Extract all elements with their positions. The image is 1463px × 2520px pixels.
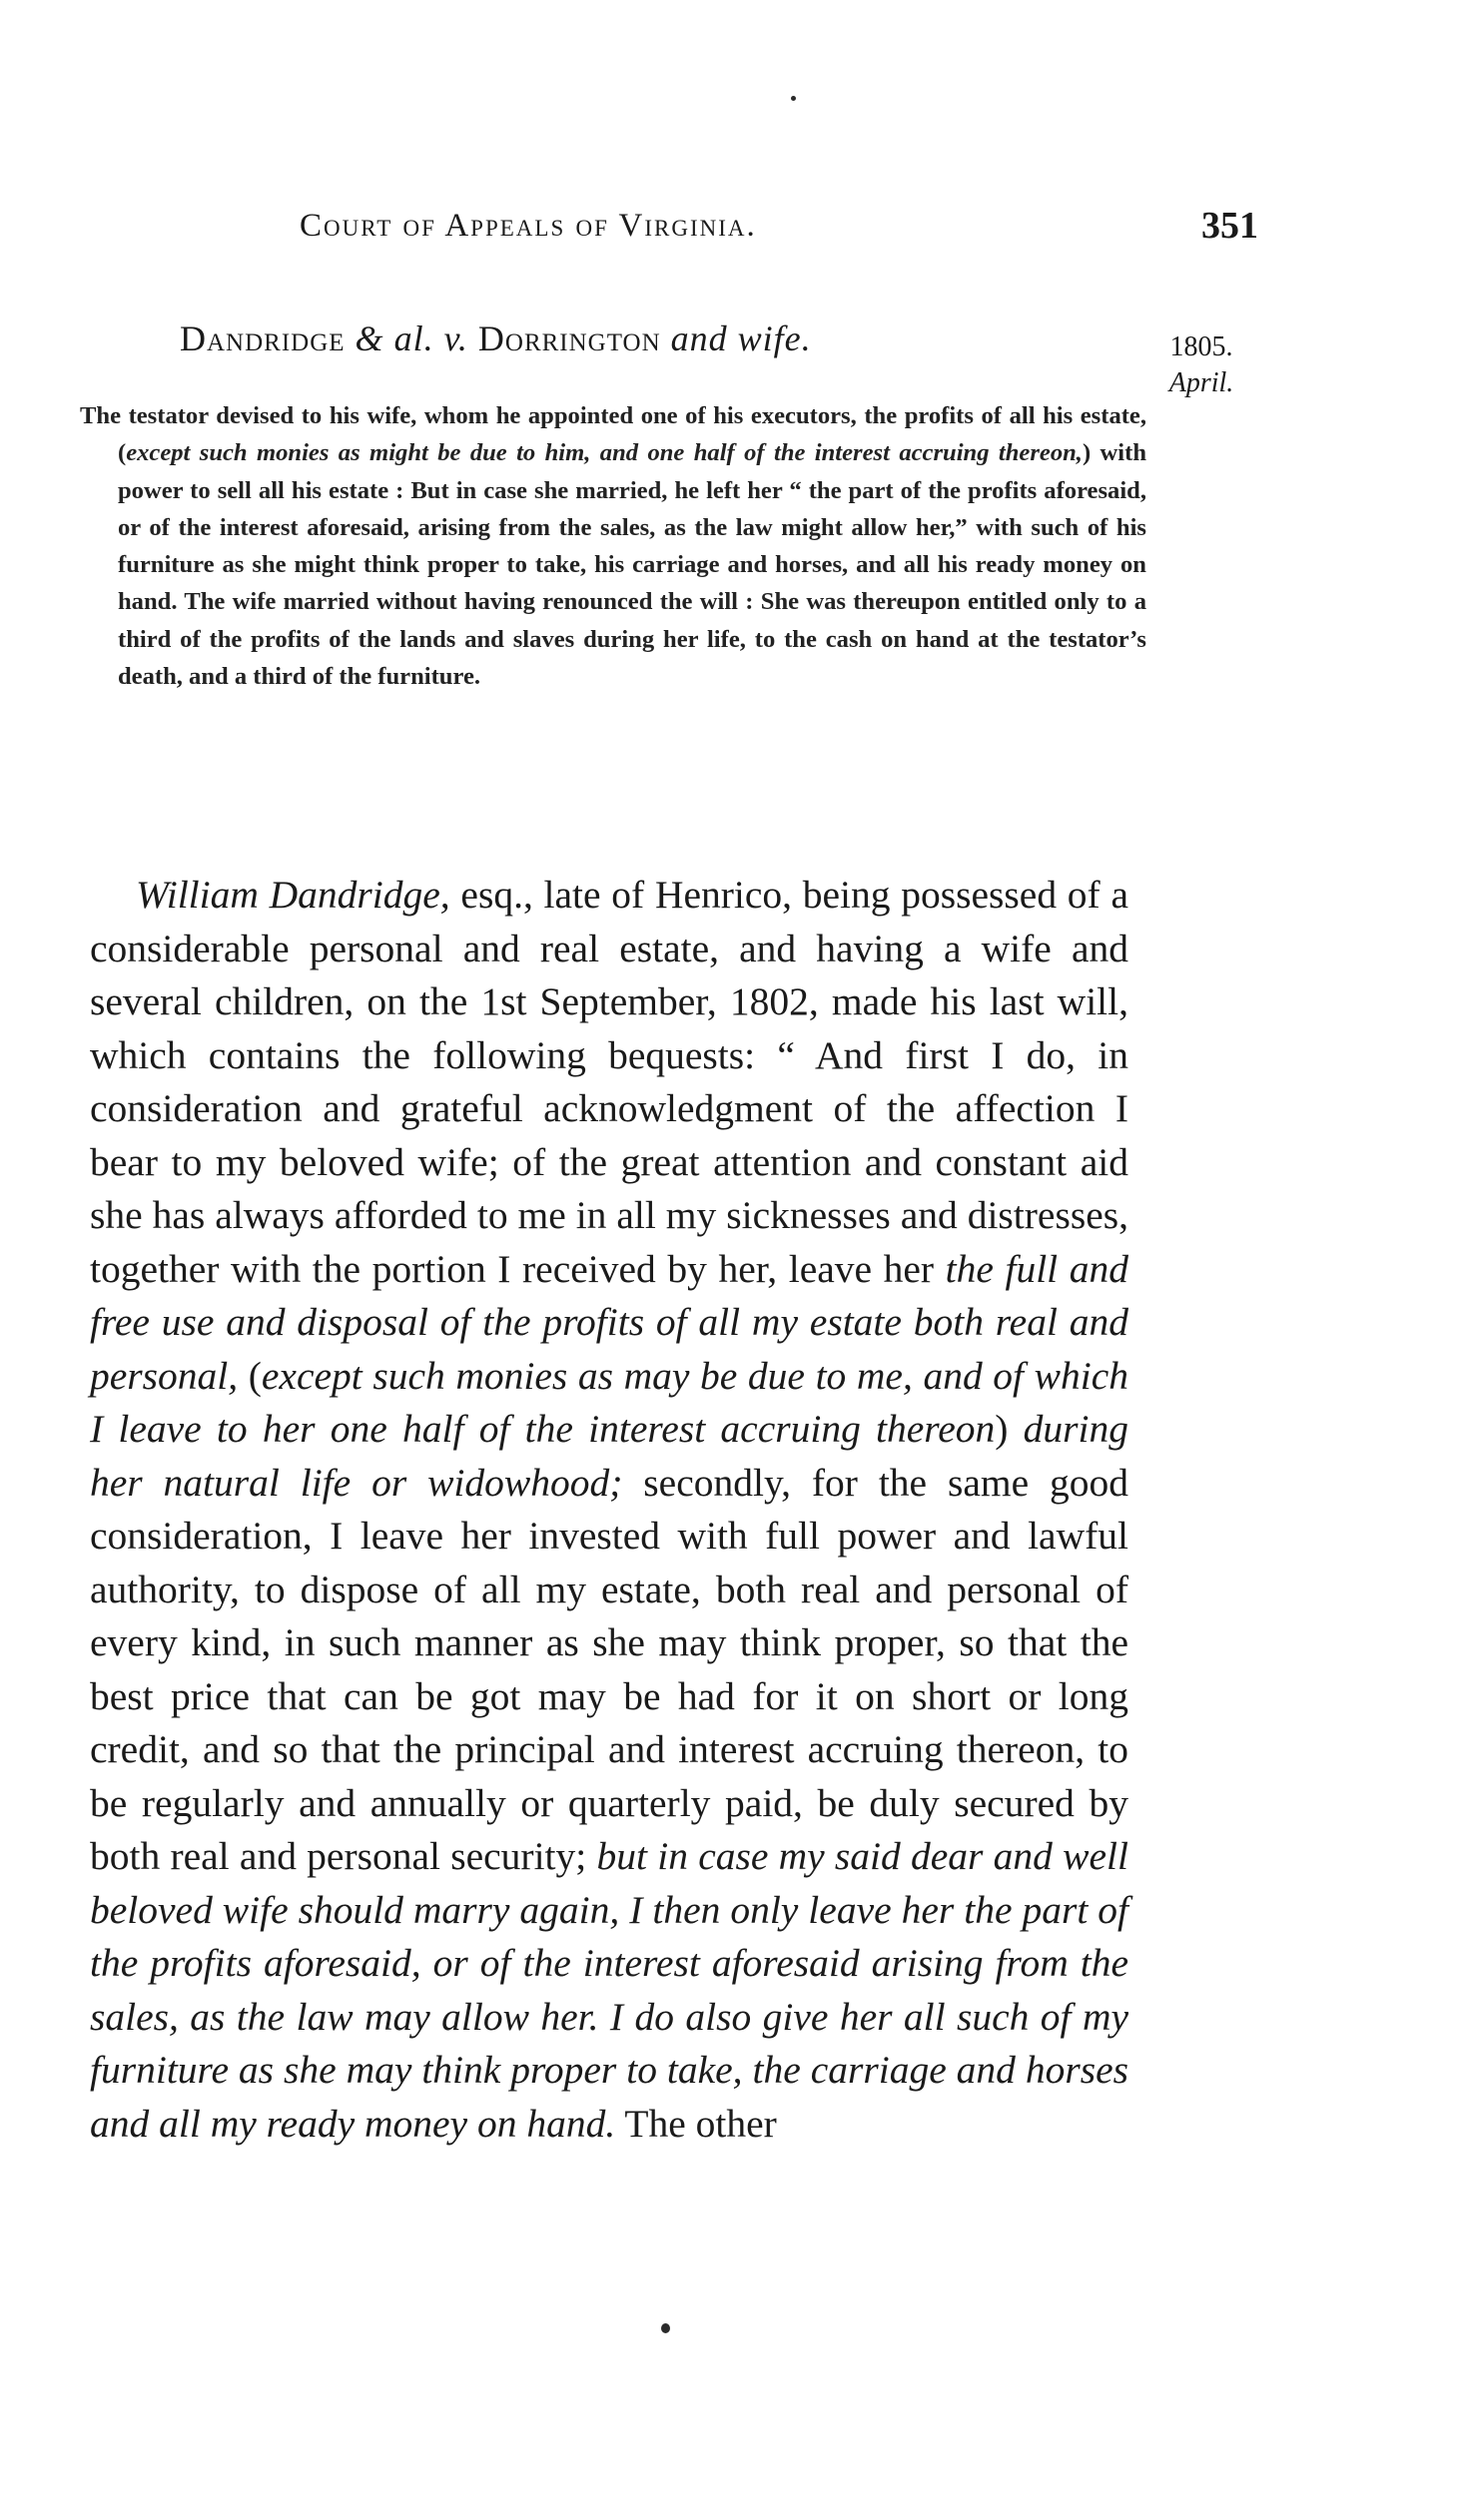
headnote-italic: except such monies as might be due to him, and one half of the interest accruing thereon, [126,439,1083,467]
case-title [180,317,812,359]
body-text-5: The other [615,2101,777,2146]
ampersand: & [345,318,394,358]
ink-speck-top [791,96,796,101]
body-text-4: secondly, for the same good consideration, I leave her invested with full power and lawful authority, to dispose of all my estate, both real and personal of every kind, in such manner as she may think proper, so that the best price that can be got may be had for it on short or long credit, and so that the principal and interest accruing thereon, to be regularly and annually or quarterly paid, be duly secured by both real and personal security; [90,1460,1129,1878]
page-number: 351 [1201,205,1258,247]
headnote-text-2: ) with power to sell all his estate : But in case she married, he left her “ the part of the profits aforesaid, or of the interest aforesaid, arising from the sales, as the law might allow her,” with such of his furniture as she might think proper to take, his carriage and horses, and all his ready money on hand. The wife married without having renounced the will : She was thereupon entitled only to a third of the profits of the lands and slaves during her life, to the cash on hand at the testator’s death, and a third of the furniture. [118,439,1146,691]
defendant-name: Dorrington [477,318,661,358]
versus: v. [433,318,478,358]
body-text-2: ( [238,1353,262,1398]
margin-year: 1805. [1169,331,1233,362]
running-head: Court of Appeals of Virginia. [300,208,757,244]
et-al: al. [393,318,434,358]
headnote [80,397,1146,695]
body-italic-2: except such monies as may be due to me, and of which I leave to her one half of the interest accruing thereon [90,1353,1128,1451]
page-header [80,200,1258,260]
body-text-3: ) [995,1407,1024,1451]
margin-month: April. [1168,367,1234,398]
body-name: William Dandridge, [136,873,450,917]
headnote-text-1: The testator devised to his wife, whom he appointed one of his executors, the profits of all his estate, ( [80,402,1146,467]
margin-date [1141,329,1261,401]
body-paragraph [90,869,1128,2151]
plaintiff-name: Dandridge [180,318,346,358]
body-italic-4: but in case my said dear and well beloved wife should marry again, I then only leave her the part of the profits aforesaid, or of the interest aforesaid arising from the sales, as the law may allow her. I do also give her all such of my furniture as she may think proper to take, the carriage and horses and all my ready money on hand. [90,1834,1128,2146]
body-text-1: esq., late of Henrico, being possessed of a considerable personal and real estate, and having a wife and several children, on the 1st September, 1802, made his last will, which contains the following bequests: “ And first I do, in consideration and grateful acknowledgment of the affection I bear to my beloved wife; of the great attention and constant aid she has always afforded to me in all my sicknesses and distresses, together with the portion I received by her, leave her [90,873,1128,1291]
ink-speck-bottom [661,2323,670,2333]
and-wife: and wife. [660,318,812,358]
body-italic-3: during her natural life or widowhood; [90,1407,1128,1505]
body-italic-1: the full and free use and disposal of the profits of all my estate both real and personal, [90,1246,1128,1398]
